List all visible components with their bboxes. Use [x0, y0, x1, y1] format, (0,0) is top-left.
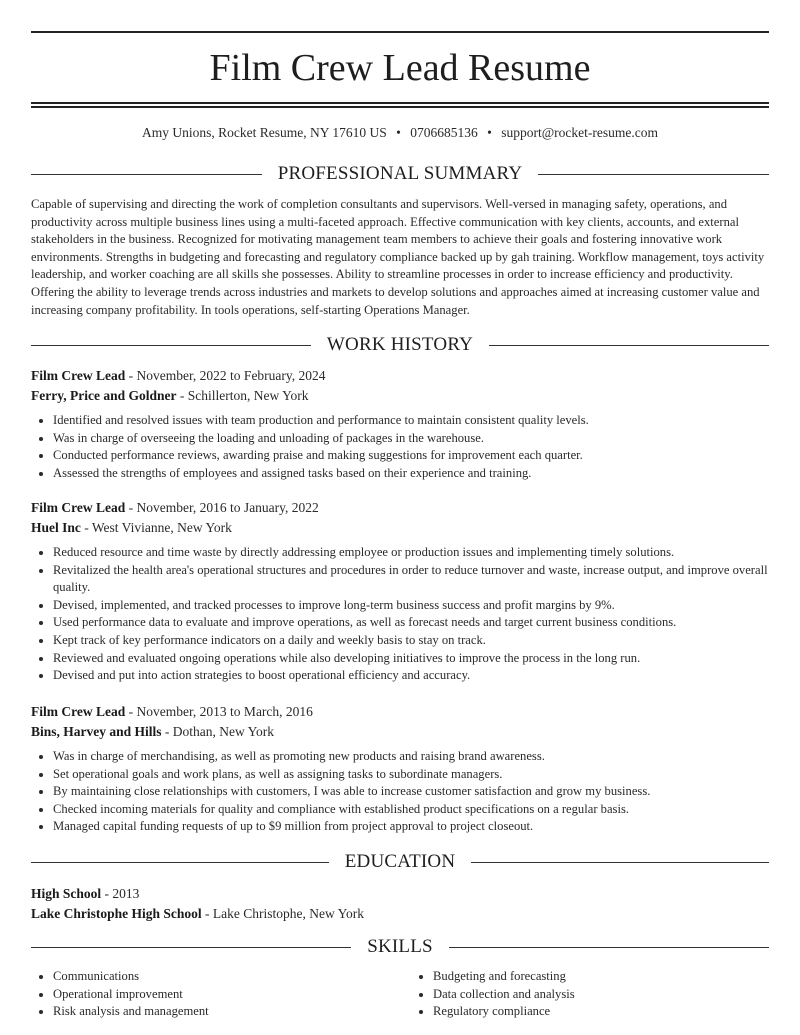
- section-heading-skills: [31, 935, 769, 959]
- resume-title: Film Crew Lead Resume: [209, 47, 591, 89]
- bullet-item: • Revitalized the health area's operational structures and procedures in order to reduce turnover and waste, increase output, and improve overall quality.: [53, 562, 769, 597]
- bullet-item: • Used performance data to evaluate and improve operations, as well as forecast needs and target current business conditions.: [53, 614, 769, 632]
- contact-line: [31, 124, 769, 142]
- job-heading: [31, 702, 769, 722]
- summary-text: Capable of supervising and directing the work of completion consultants and supervisors. Well-versed in managing safety, operations, and productivity across multiple business lines using a multi-faceted approach. Effective communication with key clients, accounts, and external stakeholders in the business. Recognized for motivating management team members to achieve their goals and fostering innovative work environments. Strengths in budgeting and forecasting and regulatory compliance backed up by gah training. Workflow management, toys activity leadership, and worker coaching are all skills she possesses. Ability to streamline processes in order to increase efficiency and productivity. Offering the ability to leverage trends across industries and markets to develop solutions and approaches aimed at increasing customer value and increasing company profitability. In tools operations, self-starting Operations Manager.: [31, 197, 765, 317]
- education-degree: High School: [31, 886, 102, 901]
- job-bullets: [31, 544, 769, 685]
- job-title: Film Crew Lead: [31, 500, 126, 515]
- bullet-item: • Devised, implemented, and tracked processes to improve long-term business success and profit margins by 9%.: [53, 597, 769, 615]
- company-location: - Schillerton, New York: [176, 387, 309, 403]
- section-title: EDUCATION: [344, 851, 456, 872]
- skill-item: • Regulatory compliance: [433, 1003, 769, 1021]
- contact-address: Amy Unions, Rocket Resume, NY 17610 US: [142, 125, 387, 140]
- bullet-item: • Checked incoming materials for quality and compliance with established product specifications on a regular basis.: [53, 801, 769, 819]
- skill-item: • Data collection and analysis: [433, 986, 769, 1004]
- bullet-item: • Kept track of key performance indicators on a daily and weekly basis to stay on track.: [53, 632, 769, 650]
- section-title: PROFESSIONAL SUMMARY: [277, 163, 523, 184]
- contact-separator: •: [487, 125, 492, 140]
- skill-item: • Budgeting and forecasting: [433, 968, 769, 986]
- school-name: Lake Christophe High School: [31, 905, 202, 921]
- job-heading: [31, 366, 769, 386]
- section-heading-work-history: [31, 333, 769, 357]
- bullet-item: • Was in charge of overseeing the loading and unloading of packages in the warehouse.: [53, 430, 769, 448]
- bullet-item: • Conducted performance reviews, awarding praise and making suggestions for improvement each quarter.: [53, 447, 769, 465]
- job-dates: - November, 2016 to January, 2022: [125, 500, 319, 515]
- heading-rule: [449, 947, 769, 948]
- school-location: - Lake Christophe, New York: [201, 905, 365, 921]
- job-dates: - November, 2013 to March, 2016: [125, 704, 313, 719]
- education-heading: [31, 884, 769, 904]
- section-heading-summary: [31, 162, 769, 186]
- company-name: Huel Inc: [31, 519, 81, 535]
- section-title: WORK HISTORY: [326, 334, 474, 355]
- section-title: SKILLS: [367, 936, 433, 957]
- heading-rule: [471, 862, 769, 863]
- education-entry: [31, 884, 769, 923]
- company-name: Ferry, Price and Goldner: [31, 387, 177, 403]
- contact-separator: •: [396, 125, 401, 140]
- heading-rule: [538, 174, 769, 175]
- heading-rule: [31, 947, 351, 948]
- skill-item: • Risk analysis and management: [53, 1003, 389, 1021]
- company-location: - Dothan, New York: [161, 723, 275, 739]
- skill-item: • Communications: [53, 968, 389, 986]
- bullet-item: • By maintaining close relationships with customers, I was able to increase customer satisfaction and grow my business.: [53, 783, 769, 801]
- job-employer: [31, 386, 769, 406]
- bullet-item: • Devised and put into action strategies to boost operational efficiency and accuracy.: [53, 667, 769, 685]
- bullet-item: • Was in charge of merchandising, as well as promoting new products and raising brand awareness.: [53, 748, 769, 766]
- bullet-item: • Managed capital funding requests of up to $9 million from project approval to project closeout.: [53, 818, 769, 836]
- skills-list: [31, 968, 769, 1021]
- heading-rule: [489, 345, 769, 346]
- job-title: Film Crew Lead: [31, 368, 126, 383]
- title-rule-lower: [31, 106, 769, 108]
- bullet-item: • Set operational goals and work plans, as well as assigning tasks to subordinate managers.: [53, 766, 769, 784]
- company-name: Bins, Harvey and Hills: [31, 723, 162, 739]
- job-entry: [31, 366, 769, 482]
- skills-column-right: [411, 968, 769, 1021]
- job-employer: [31, 518, 769, 538]
- job-entry: [31, 702, 769, 836]
- job-bullets: [31, 412, 769, 482]
- title-rule-upper: [31, 102, 769, 104]
- bullet-item: • Reduced resource and time waste by directly addressing employee or production issues and implementing timely solutions.: [53, 544, 769, 562]
- company-location: - West Vivianne, New York: [80, 519, 232, 535]
- job-dates: - November, 2022 to February, 2024: [125, 368, 326, 383]
- job-bullets: [31, 748, 769, 836]
- job-heading: [31, 498, 769, 518]
- job-title: Film Crew Lead: [31, 704, 126, 719]
- heading-rule: [31, 345, 311, 346]
- section-heading-education: [31, 850, 769, 874]
- education-year: - 2013: [101, 886, 140, 901]
- heading-rule: [31, 862, 329, 863]
- job-entry: [31, 498, 769, 685]
- education-school-line: [31, 904, 769, 924]
- job-employer: [31, 722, 769, 742]
- contact-phone: 0706685136: [410, 125, 478, 140]
- heading-rule: [31, 174, 262, 175]
- skill-item: • Operational improvement: [53, 986, 389, 1004]
- bullet-item: • Reviewed and evaluated ongoing operations while also developing initiatives to improve the process in the long run.: [53, 650, 769, 668]
- skills-column-left: [31, 968, 389, 1021]
- top-rule: [31, 31, 769, 33]
- contact-email: support@rocket-resume.com: [501, 125, 658, 140]
- bullet-item: • Assessed the strengths of employees and assigned tasks based on their experience and training.: [53, 465, 769, 483]
- bullet-item: • Identified and resolved issues with team production and performance to maintain consistent quality levels.: [53, 412, 769, 430]
